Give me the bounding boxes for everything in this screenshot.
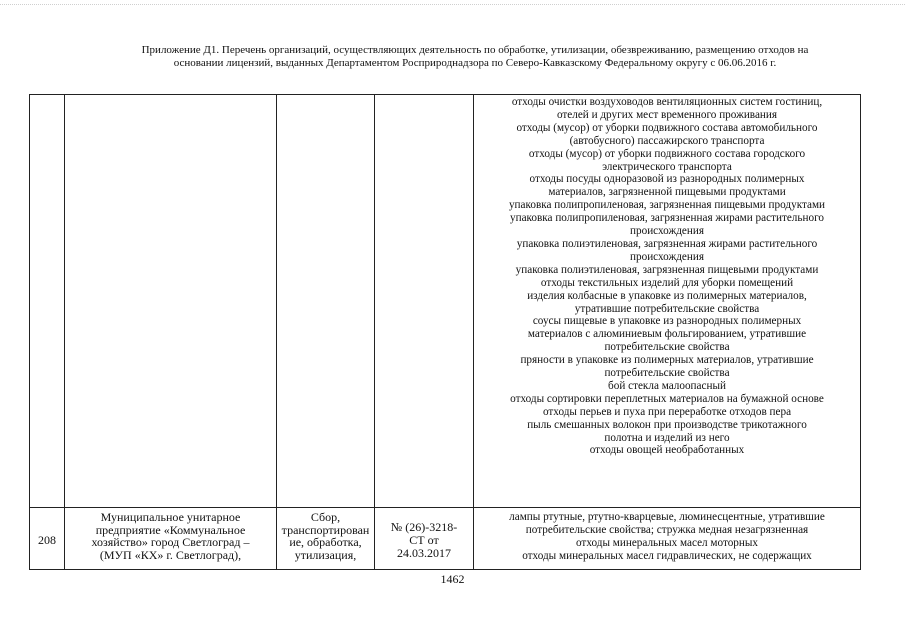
waste-line: происхождения <box>630 225 704 238</box>
organization-line: хозяйство» город Светлоград – <box>91 535 250 550</box>
cell-organization-empty <box>65 95 277 508</box>
waste-line: упаковка полипропиленовая, загрязненная жирами растительного <box>510 212 824 225</box>
waste-line: потребительские свойства <box>604 341 730 354</box>
waste-line: изделия колбасные в упаковке из полимерных материалов, <box>527 289 807 302</box>
waste-line: пыль смешанных волокон при производстве трикотажного <box>527 418 807 431</box>
waste-line: отходы минеральных масел моторных <box>575 536 758 549</box>
waste-line: отходы текстильных изделий для уборки помещений <box>540 276 794 289</box>
waste-line: отходы сортировки переплетных материалов на бумажной основе <box>510 392 824 405</box>
waste-line: отелей и других мест временного проживания <box>556 108 778 121</box>
waste-line: электрического транспорта <box>602 160 732 173</box>
activity-line: транспортирован <box>281 522 370 537</box>
cell-license <box>375 508 474 570</box>
cell-row-number: 208 <box>30 508 65 570</box>
table-row-continued <box>30 95 861 508</box>
cell-activity-empty <box>277 95 375 508</box>
waste-line: отходы очистки воздуховодов вентиляционных систем гостиниц, <box>511 96 823 108</box>
waste-line: материалов, загрязненной пищевыми продуктами <box>548 186 786 199</box>
organizations-table <box>29 94 861 570</box>
page-number: 1462 <box>440 572 465 586</box>
organization-line: (МУП «КХ» г. Светлоград), <box>99 547 242 562</box>
waste-line: отходы перьев и пуха при переработке отходов пера <box>542 405 792 418</box>
waste-line: бой стекла малоопасный <box>608 379 726 392</box>
scan-edge-noise <box>0 4 905 9</box>
waste-line: (автобусного) пассажирского транспорта <box>569 134 765 147</box>
waste-line: полотна и изделий из него <box>604 431 730 444</box>
activity-line: утилизация, <box>294 547 357 562</box>
license-line: 24.03.2017 <box>397 545 451 560</box>
waste-line: отходы овощей необработанных <box>589 444 745 457</box>
cell-license-empty <box>375 95 474 508</box>
organization-line: Муниципальное унитарное <box>100 510 241 524</box>
cell-waste-list <box>474 508 861 570</box>
waste-line: упаковка полиэтиленовая, загрязненная пищевыми продуктами <box>515 263 819 276</box>
waste-line: упаковка полипропиленовая, загрязненная пищевыми продуктами <box>508 199 826 212</box>
waste-line: отходы посуды одноразовой из разнородных полимерных <box>529 173 805 186</box>
waste-line: материалов с алюминиевым фольгированием, утратившие <box>527 328 807 341</box>
header-line-2: основании лицензий, выданных Департаментом Росприроднадзора по Северо-Кавказскому Федеральному округу с 06.06.2016 г. <box>173 57 777 69</box>
waste-line: соусы пищевые в упаковке из разнородных полимерных <box>532 315 802 328</box>
waste-line: отходы (мусор) от уборки подвижного состава городского <box>528 147 806 160</box>
waste-line: отходы (мусор) от уборки подвижного состава автомобильного <box>516 121 818 134</box>
waste-line: происхождения <box>630 250 704 263</box>
cell-waste-list <box>474 95 861 508</box>
document-header <box>95 44 855 70</box>
header-line-1: Приложение Д1. Перечень организаций, осуществляющих деятельность по обработке, утилизации, обезвреживанию, размещению отходов на <box>141 44 809 56</box>
waste-line: потребительские свойства; стружка медная незагрязненная <box>525 523 809 536</box>
waste-line: пряности в упаковке из полимерных материалов, утратившие <box>520 354 814 367</box>
waste-line: утратившие потребительские свойства <box>574 302 760 315</box>
organization-line: предприятие «Коммунальное <box>95 522 246 537</box>
table-row-208 <box>30 508 861 570</box>
activity-line: ие, обработка, <box>289 535 362 550</box>
waste-line: потребительские свойства <box>604 367 730 380</box>
license-line: СТ от <box>409 532 439 547</box>
activity-line: Сбор, <box>310 510 341 524</box>
waste-line: отходы минеральных масел гидравлических, не содержащих <box>522 549 812 562</box>
license-line: № (26)-3218- <box>390 519 458 534</box>
waste-line: лампы ртутные, ртутно-кварцевые, люминесцентные, утратившие <box>509 511 825 523</box>
cell-organization <box>65 508 277 570</box>
waste-line: упаковка полиэтиленовая, загрязненная жирами растительного <box>516 237 818 250</box>
cell-number-empty <box>30 95 65 508</box>
cell-activity <box>277 508 375 570</box>
